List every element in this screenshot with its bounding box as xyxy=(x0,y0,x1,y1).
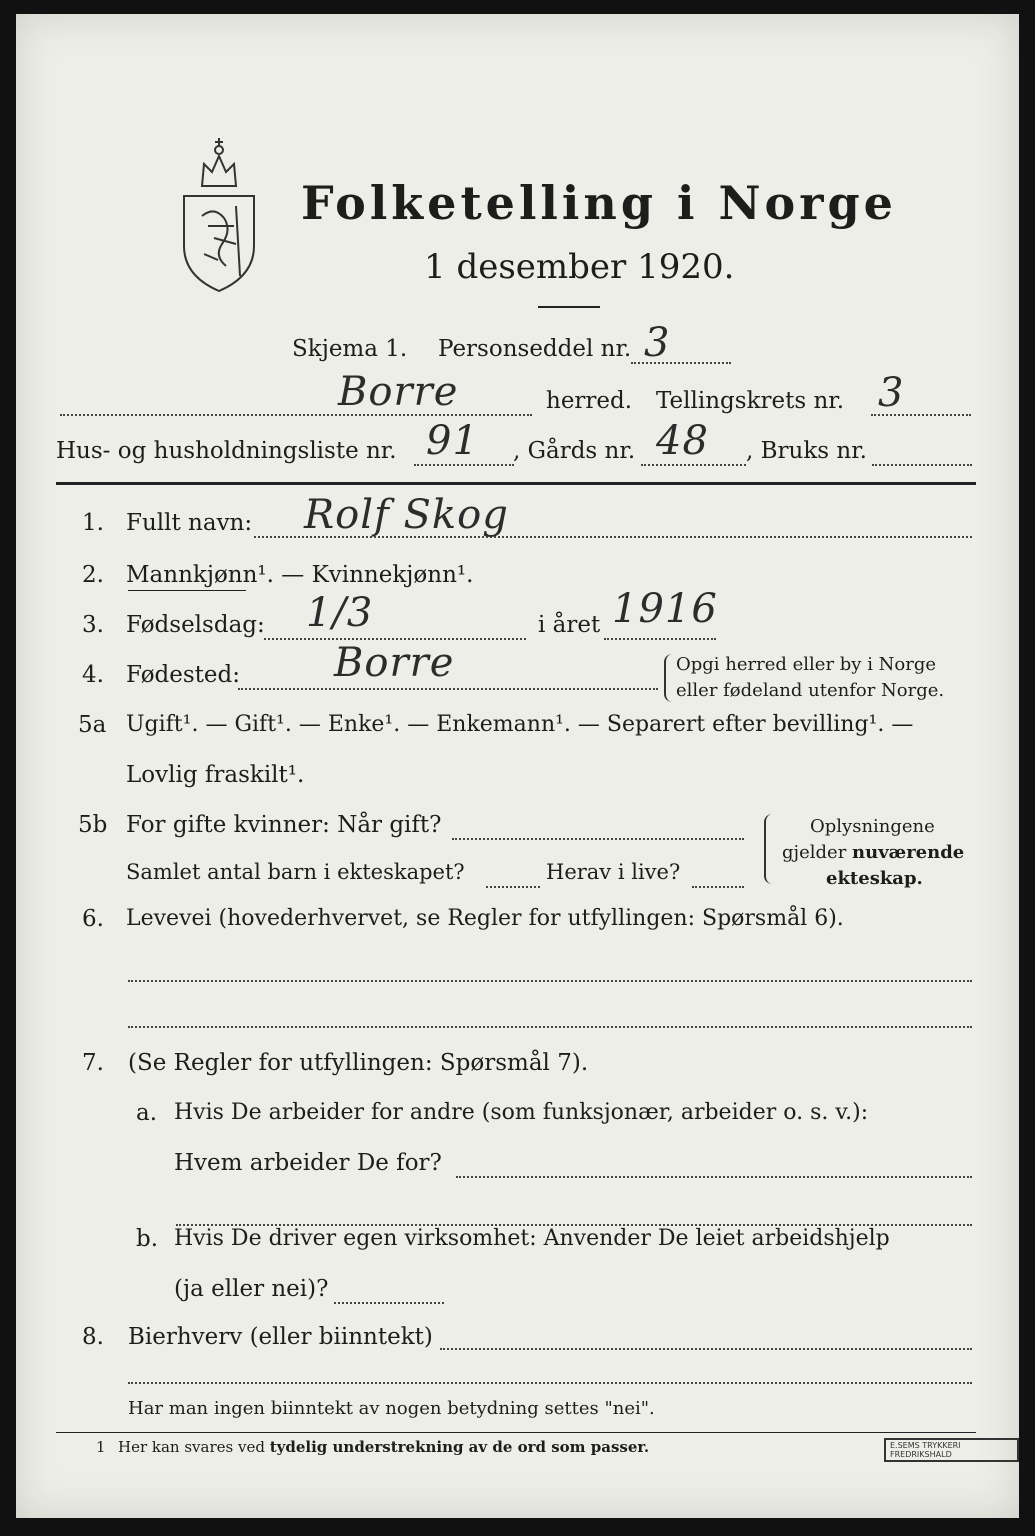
q7a-letter: a. xyxy=(136,1100,158,1126)
printer-stamp: E.SEMS TRYKKERI FREDRIKSHALD xyxy=(884,1438,1019,1462)
married-when-field[interactable] xyxy=(452,838,744,840)
form-title: Folketelling i Norge xyxy=(301,176,897,230)
q3-number: 3. xyxy=(82,612,104,638)
q1-label: Fullt navn: xyxy=(126,510,253,536)
q5b-living-label: Herav i live? xyxy=(546,860,681,884)
no-income-note: Har man ingen biinntekt av nogen betydning settes "nei". xyxy=(128,1398,655,1419)
coat-of-arms-icon xyxy=(174,126,264,296)
footnote-text: Her kan svares ved tydelig understrekning av de ord som passer. xyxy=(118,1438,650,1456)
hus-value: 91 xyxy=(426,418,479,464)
q3-label: Fødselsdag: xyxy=(126,612,265,638)
title-divider xyxy=(538,306,600,308)
q7b-question: Hvis De driver egen virksomhet: Anvender De leiet arbeidshjelp xyxy=(174,1226,890,1251)
sex-underline xyxy=(128,590,246,591)
tellingskrets-label: Tellingskrets nr. xyxy=(656,388,845,414)
birthplace-field[interactable] xyxy=(238,688,658,690)
gards-value: 48 xyxy=(656,418,709,464)
birth-year-field[interactable] xyxy=(604,638,716,640)
gards-label: , Gårds nr. xyxy=(513,438,636,464)
q5b-note-line2: gjelder nuværende xyxy=(782,842,965,863)
q4-note-line2: eller fødeland utenfor Norge. xyxy=(676,680,945,701)
q4-brace xyxy=(664,654,672,702)
herred-label: herred. xyxy=(546,388,633,414)
q7a-employer-label: Hvem arbeider De for? xyxy=(174,1150,442,1176)
marital-status-divorced[interactable]: Lovlig fraskilt¹. xyxy=(126,762,305,788)
q5a-number: 5a xyxy=(78,712,107,738)
personseddel-value: 3 xyxy=(644,320,671,366)
birth-year-value: 1916 xyxy=(612,586,718,632)
q8-number: 8. xyxy=(82,1324,104,1350)
q7b-yes-no-label: (ja eller nei)? xyxy=(174,1276,329,1302)
q5b-note-line1: Oplysningene xyxy=(810,816,935,837)
hus-field[interactable] xyxy=(414,464,514,466)
census-date: 1 desember 1920. xyxy=(424,247,735,287)
children-living-field[interactable] xyxy=(692,886,744,888)
q5b-married-when-label: For gifte kvinner: Når gift? xyxy=(126,812,442,838)
footnote-mark: 1 xyxy=(96,1438,106,1456)
q7b-letter: b. xyxy=(136,1226,159,1252)
hired-help-field[interactable] xyxy=(334,1302,444,1304)
q5b-note-line3: ekteskap. xyxy=(826,868,923,889)
q4-number: 4. xyxy=(82,662,104,688)
q3-year-label: i året xyxy=(538,612,601,638)
q2-number: 2. xyxy=(82,562,104,588)
employer-field-line1[interactable] xyxy=(456,1176,972,1178)
birthplace-value: Borre xyxy=(334,640,455,686)
q6-label: Levevei (hovederhvervet, se Regler for utfyllingen: Spørsmål 6). xyxy=(126,906,844,931)
birthday-value: 1/3 xyxy=(306,590,374,636)
occupation-field-line2[interactable] xyxy=(128,1026,972,1028)
footer-separator xyxy=(56,1432,976,1433)
herred-value: Borre xyxy=(338,369,459,415)
q4-note-line1: Opgi herred eller by i Norge xyxy=(676,654,937,675)
bruks-field[interactable] xyxy=(872,464,972,466)
header-separator xyxy=(56,482,976,485)
herred-field[interactable] xyxy=(60,414,532,416)
q1-number: 1. xyxy=(82,510,104,536)
q5b-children-label: Samlet antal barn i ekteskapet? xyxy=(126,860,465,884)
sex-options[interactable]: Mannkjønn¹. — Kvinnekjønn¹. xyxy=(126,562,474,588)
full-name-value: Rolf Skog xyxy=(304,492,509,538)
q7a-question: Hvis De arbeider for andre (som funksjonær, arbeider o. s. v.): xyxy=(174,1100,869,1125)
skjema-label: Skjema 1. xyxy=(292,336,408,362)
q7-number: 7. xyxy=(82,1050,104,1076)
q4-label: Fødested: xyxy=(126,662,241,688)
census-form-sheet xyxy=(16,14,1019,1518)
q8-label: Bierhverv (eller biinntekt) xyxy=(128,1324,433,1350)
children-count-field[interactable] xyxy=(486,886,540,888)
hus-label: Hus- og husholdningsliste nr. xyxy=(56,438,397,464)
marital-status-options[interactable]: Ugift¹. — Gift¹. — Enke¹. — Enkemann¹. — Separert efter bevilling¹. — xyxy=(126,712,914,737)
side-income-field-line2[interactable] xyxy=(128,1382,972,1384)
tellingskrets-value: 3 xyxy=(878,370,905,416)
side-income-field-line1[interactable] xyxy=(440,1348,972,1350)
q5b-brace xyxy=(764,814,772,884)
gards-field[interactable] xyxy=(641,464,746,466)
q7-label: (Se Regler for utfyllingen: Spørsmål 7). xyxy=(128,1050,589,1076)
q6-number: 6. xyxy=(82,906,104,932)
occupation-field-line1[interactable] xyxy=(128,980,972,982)
personseddel-label: Personseddel nr. xyxy=(438,336,632,362)
bruks-label: , Bruks nr. xyxy=(746,438,867,464)
q5b-number: 5b xyxy=(78,812,108,838)
